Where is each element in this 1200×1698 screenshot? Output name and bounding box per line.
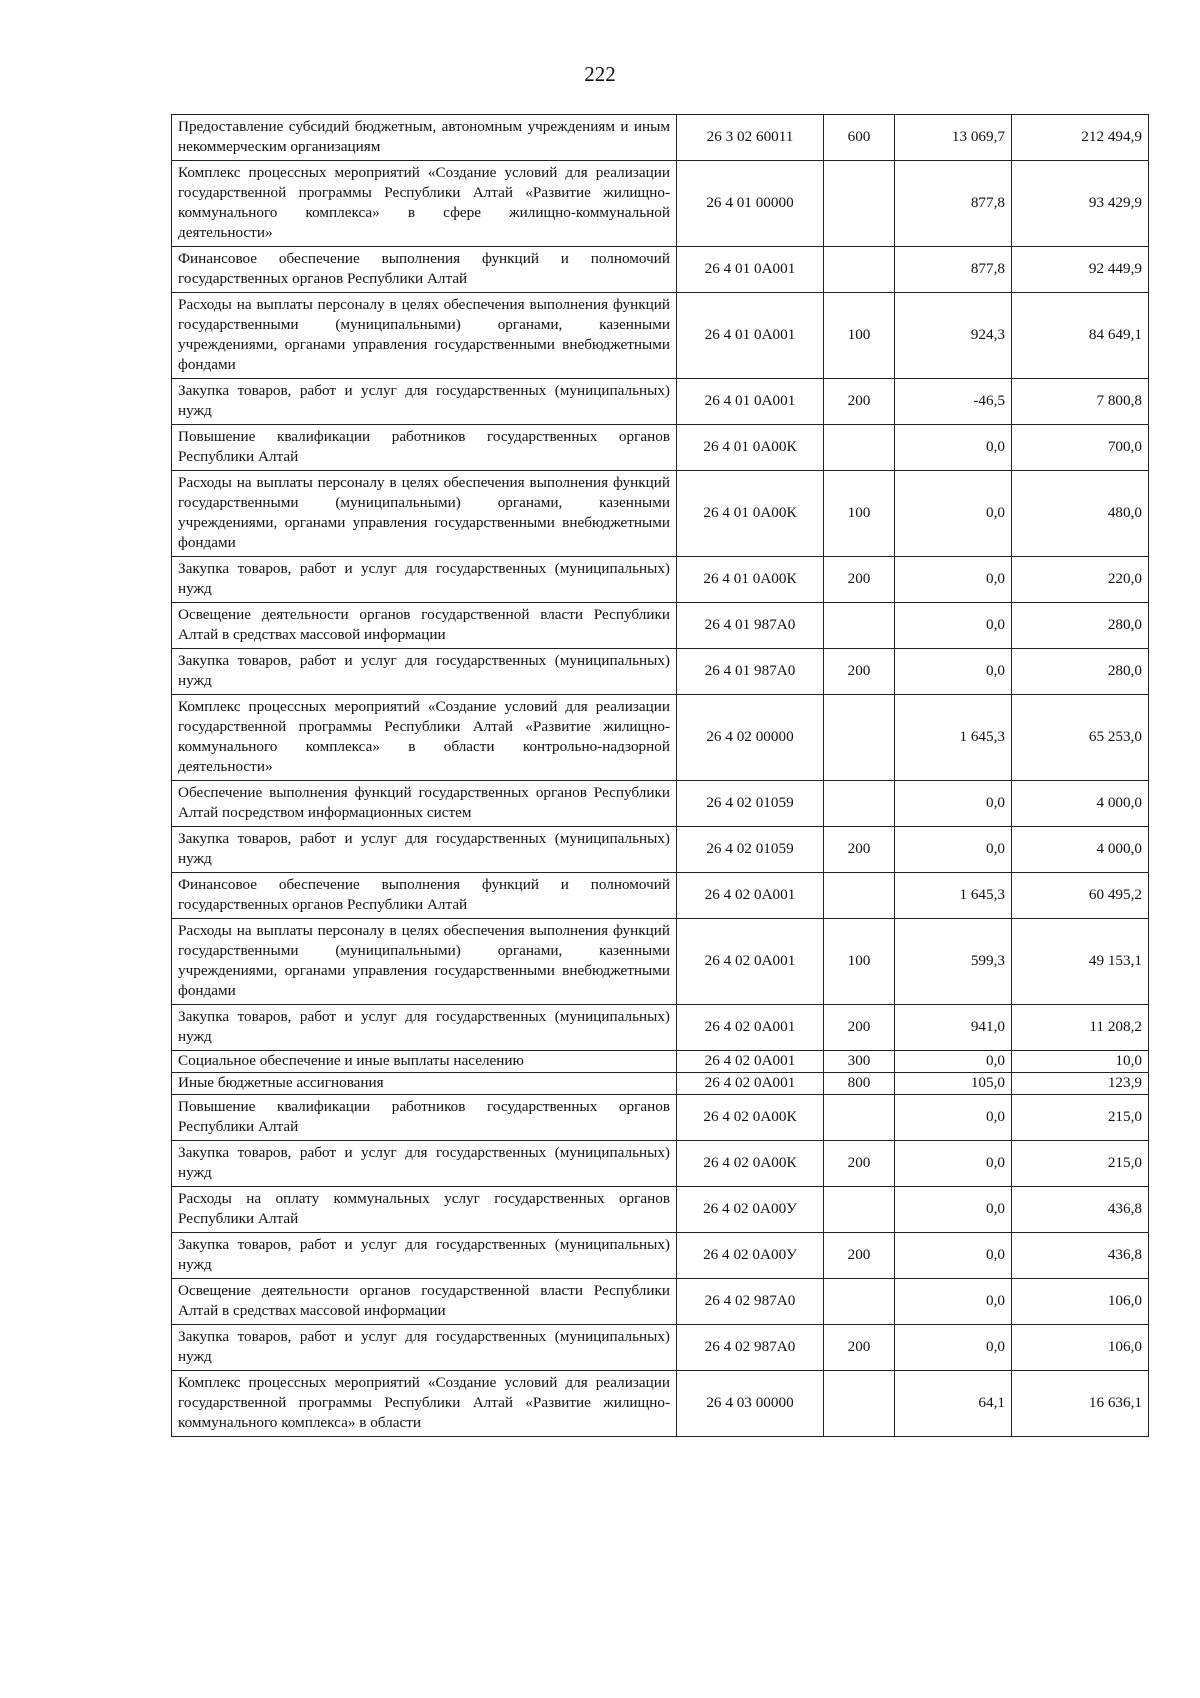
table-row <box>172 425 1149 471</box>
row-expense-type-cell <box>824 1279 895 1325</box>
row-target-code-cell: 26 4 02 0А00К <box>677 1095 824 1141</box>
row-change-amount-cell: 0,0 <box>895 425 1012 471</box>
row-target-code-cell: 26 4 01 00000 <box>677 161 824 247</box>
row-change-amount-cell: -46,5 <box>895 379 1012 425</box>
row-target-code-cell: 26 4 02 0А001 <box>677 873 824 919</box>
row-expense-type-cell: 100 <box>824 471 895 557</box>
row-change-amount-cell: 877,8 <box>895 247 1012 293</box>
row-change-amount-cell: 13 069,7 <box>895 115 1012 161</box>
row-target-code-cell: 26 4 01 0А00К <box>677 471 824 557</box>
row-expense-type-cell <box>824 695 895 781</box>
row-expense-type-cell: 200 <box>824 1141 895 1187</box>
row-target-code-cell: 26 4 01 0А001 <box>677 379 824 425</box>
row-total-amount-cell: 123,9 <box>1012 1073 1149 1095</box>
row-change-amount-cell: 0,0 <box>895 649 1012 695</box>
row-total-amount-cell: 65 253,0 <box>1012 695 1149 781</box>
row-change-amount-cell: 0,0 <box>895 781 1012 827</box>
row-total-amount-cell: 84 649,1 <box>1012 293 1149 379</box>
row-target-code-cell: 26 4 02 01059 <box>677 781 824 827</box>
row-target-code-cell: 26 3 02 60011 <box>677 115 824 161</box>
row-target-code-cell: 26 4 01 0А00К <box>677 557 824 603</box>
row-target-code-cell: 26 4 01 0А001 <box>677 293 824 379</box>
row-total-amount-cell: 215,0 <box>1012 1095 1149 1141</box>
row-total-amount-cell: 92 449,9 <box>1012 247 1149 293</box>
row-total-amount-cell: 106,0 <box>1012 1325 1149 1371</box>
row-name-cell: Расходы на оплату коммунальных услуг государственных органов Республики Алтай <box>172 1187 677 1233</box>
row-name-cell: Обеспечение выполнения функций государственных органов Республики Алтай посредством информационных систем <box>172 781 677 827</box>
row-total-amount-cell: 4 000,0 <box>1012 781 1149 827</box>
row-total-amount-cell: 215,0 <box>1012 1141 1149 1187</box>
row-total-amount-cell: 220,0 <box>1012 557 1149 603</box>
row-change-amount-cell: 941,0 <box>895 1005 1012 1051</box>
row-total-amount-cell: 280,0 <box>1012 603 1149 649</box>
row-total-amount-cell: 7 800,8 <box>1012 379 1149 425</box>
row-expense-type-cell: 100 <box>824 919 895 1005</box>
row-total-amount-cell: 280,0 <box>1012 649 1149 695</box>
row-expense-type-cell <box>824 781 895 827</box>
table-row <box>172 115 1149 161</box>
table-row <box>172 603 1149 649</box>
row-change-amount-cell: 0,0 <box>895 1233 1012 1279</box>
table-row <box>172 1051 1149 1073</box>
table-row <box>172 1279 1149 1325</box>
table-row <box>172 471 1149 557</box>
row-expense-type-cell <box>824 425 895 471</box>
row-expense-type-cell <box>824 873 895 919</box>
row-expense-type-cell: 300 <box>824 1051 895 1073</box>
row-expense-type-cell <box>824 1371 895 1437</box>
row-name-cell: Комплекс процессных мероприятий «Создание условий для реализации государственной программы Республики Алтай «Развитие жилищно-коммунального комплекса» в области контрольно-надзорной деятельности» <box>172 695 677 781</box>
table-row <box>172 1073 1149 1095</box>
table-row <box>172 1141 1149 1187</box>
row-change-amount-cell: 64,1 <box>895 1371 1012 1437</box>
row-total-amount-cell: 4 000,0 <box>1012 827 1149 873</box>
row-change-amount-cell: 0,0 <box>895 471 1012 557</box>
row-name-cell: Закупка товаров, работ и услуг для государственных (муниципальных) нужд <box>172 827 677 873</box>
table-row <box>172 919 1149 1005</box>
table-row <box>172 1325 1149 1371</box>
row-total-amount-cell: 436,8 <box>1012 1233 1149 1279</box>
row-target-code-cell: 26 4 01 0А00К <box>677 425 824 471</box>
row-expense-type-cell: 200 <box>824 1325 895 1371</box>
row-name-cell: Закупка товаров, работ и услуг для государственных (муниципальных) нужд <box>172 1141 677 1187</box>
budget-table-body <box>172 115 1149 1437</box>
row-name-cell: Закупка товаров, работ и услуг для государственных (муниципальных) нужд <box>172 1325 677 1371</box>
row-change-amount-cell: 0,0 <box>895 1141 1012 1187</box>
row-name-cell: Закупка товаров, работ и услуг для государственных (муниципальных) нужд <box>172 379 677 425</box>
row-total-amount-cell: 93 429,9 <box>1012 161 1149 247</box>
row-target-code-cell: 26 4 02 01059 <box>677 827 824 873</box>
row-total-amount-cell: 106,0 <box>1012 1279 1149 1325</box>
table-row <box>172 293 1149 379</box>
row-expense-type-cell: 100 <box>824 293 895 379</box>
row-target-code-cell: 26 4 02 0А001 <box>677 1051 824 1073</box>
row-name-cell: Освещение деятельности органов государственной власти Республики Алтай в средствах массовой информации <box>172 1279 677 1325</box>
row-name-cell: Закупка товаров, работ и услуг для государственных (муниципальных) нужд <box>172 1005 677 1051</box>
row-name-cell: Освещение деятельности органов государственной власти Республики Алтай в средствах массовой информации <box>172 603 677 649</box>
row-total-amount-cell: 10,0 <box>1012 1051 1149 1073</box>
table-row <box>172 781 1149 827</box>
row-name-cell: Предоставление субсидий бюджетным, автономным учреждениям и иным некоммерческим организациям <box>172 115 677 161</box>
row-name-cell: Финансовое обеспечение выполнения функций и полномочий государственных органов Республики Алтай <box>172 873 677 919</box>
row-name-cell: Закупка товаров, работ и услуг для государственных (муниципальных) нужд <box>172 1233 677 1279</box>
table-row <box>172 161 1149 247</box>
row-expense-type-cell <box>824 1187 895 1233</box>
row-target-code-cell: 26 4 02 0А001 <box>677 1005 824 1051</box>
row-change-amount-cell: 0,0 <box>895 1187 1012 1233</box>
row-total-amount-cell: 16 636,1 <box>1012 1371 1149 1437</box>
row-change-amount-cell: 0,0 <box>895 1279 1012 1325</box>
table-row <box>172 247 1149 293</box>
table-row <box>172 1005 1149 1051</box>
row-change-amount-cell: 0,0 <box>895 1095 1012 1141</box>
table-row <box>172 379 1149 425</box>
row-target-code-cell: 26 4 02 0А00К <box>677 1141 824 1187</box>
table-row <box>172 1187 1149 1233</box>
row-name-cell: Расходы на выплаты персоналу в целях обеспечения выполнения функций государственными (муниципальными) органами, казенными учреждениями, органами управления государственными внебюджетными фондами <box>172 471 677 557</box>
row-target-code-cell: 26 4 02 00000 <box>677 695 824 781</box>
table-row <box>172 695 1149 781</box>
table-row <box>172 557 1149 603</box>
row-target-code-cell: 26 4 01 987А0 <box>677 649 824 695</box>
row-target-code-cell: 26 4 02 987А0 <box>677 1325 824 1371</box>
row-target-code-cell: 26 4 02 0А001 <box>677 1073 824 1095</box>
row-name-cell: Иные бюджетные ассигнования <box>172 1073 677 1095</box>
row-total-amount-cell: 480,0 <box>1012 471 1149 557</box>
row-name-cell: Расходы на выплаты персоналу в целях обеспечения выполнения функций государственными (муниципальными) органами, казенными учреждениями, органами управления государственными внебюджетными фондами <box>172 919 677 1005</box>
row-expense-type-cell: 800 <box>824 1073 895 1095</box>
budget-table <box>171 114 1149 1437</box>
row-name-cell: Закупка товаров, работ и услуг для государственных (муниципальных) нужд <box>172 557 677 603</box>
row-name-cell: Повышение квалификации работников государственных органов Республики Алтай <box>172 425 677 471</box>
row-change-amount-cell: 877,8 <box>895 161 1012 247</box>
row-expense-type-cell <box>824 161 895 247</box>
row-expense-type-cell: 200 <box>824 827 895 873</box>
row-change-amount-cell: 1 645,3 <box>895 695 1012 781</box>
row-expense-type-cell <box>824 1095 895 1141</box>
row-expense-type-cell: 200 <box>824 557 895 603</box>
row-name-cell: Расходы на выплаты персоналу в целях обеспечения выполнения функций государственными (муниципальными) органами, казенными учреждениями, органами управления государственными внебюджетными фондами <box>172 293 677 379</box>
row-expense-type-cell: 600 <box>824 115 895 161</box>
row-expense-type-cell <box>824 603 895 649</box>
row-expense-type-cell: 200 <box>824 379 895 425</box>
row-total-amount-cell: 212 494,9 <box>1012 115 1149 161</box>
row-target-code-cell: 26 4 03 00000 <box>677 1371 824 1437</box>
row-change-amount-cell: 0,0 <box>895 827 1012 873</box>
row-name-cell: Комплекс процессных мероприятий «Создание условий для реализации государственной программы Республики Алтай «Развитие жилищно-коммунального комплекса» в сфере жилищно-коммунальной деятельности» <box>172 161 677 247</box>
table-row <box>172 1233 1149 1279</box>
row-name-cell: Комплекс процессных мероприятий «Создание условий для реализации государственной программы Республики Алтай «Развитие жилищно-коммунального комплекса» в области <box>172 1371 677 1437</box>
row-change-amount-cell: 0,0 <box>895 1051 1012 1073</box>
row-change-amount-cell: 1 645,3 <box>895 873 1012 919</box>
row-expense-type-cell <box>824 247 895 293</box>
row-change-amount-cell: 599,3 <box>895 919 1012 1005</box>
row-name-cell: Финансовое обеспечение выполнения функций и полномочий государственных органов Республики Алтай <box>172 247 677 293</box>
row-total-amount-cell: 700,0 <box>1012 425 1149 471</box>
row-change-amount-cell: 0,0 <box>895 557 1012 603</box>
row-total-amount-cell: 49 153,1 <box>1012 919 1149 1005</box>
row-expense-type-cell: 200 <box>824 1005 895 1051</box>
row-total-amount-cell: 60 495,2 <box>1012 873 1149 919</box>
table-row <box>172 1371 1149 1437</box>
row-change-amount-cell: 0,0 <box>895 603 1012 649</box>
table-row <box>172 649 1149 695</box>
row-expense-type-cell: 200 <box>824 1233 895 1279</box>
row-name-cell: Повышение квалификации работников государственных органов Республики Алтай <box>172 1095 677 1141</box>
row-target-code-cell: 26 4 02 987А0 <box>677 1279 824 1325</box>
page-number: 222 <box>584 62 616 86</box>
row-change-amount-cell: 0,0 <box>895 1325 1012 1371</box>
row-total-amount-cell: 11 208,2 <box>1012 1005 1149 1051</box>
row-target-code-cell: 26 4 01 0А001 <box>677 247 824 293</box>
row-target-code-cell: 26 4 02 0А00У <box>677 1187 824 1233</box>
row-change-amount-cell: 105,0 <box>895 1073 1012 1095</box>
row-expense-type-cell: 200 <box>824 649 895 695</box>
row-target-code-cell: 26 4 01 987А0 <box>677 603 824 649</box>
row-change-amount-cell: 924,3 <box>895 293 1012 379</box>
row-name-cell: Закупка товаров, работ и услуг для государственных (муниципальных) нужд <box>172 649 677 695</box>
row-name-cell: Социальное обеспечение и иные выплаты населению <box>172 1051 677 1073</box>
table-row <box>172 1095 1149 1141</box>
row-total-amount-cell: 436,8 <box>1012 1187 1149 1233</box>
row-target-code-cell: 26 4 02 0А001 <box>677 919 824 1005</box>
table-row <box>172 827 1149 873</box>
table-row <box>172 873 1149 919</box>
row-target-code-cell: 26 4 02 0А00У <box>677 1233 824 1279</box>
